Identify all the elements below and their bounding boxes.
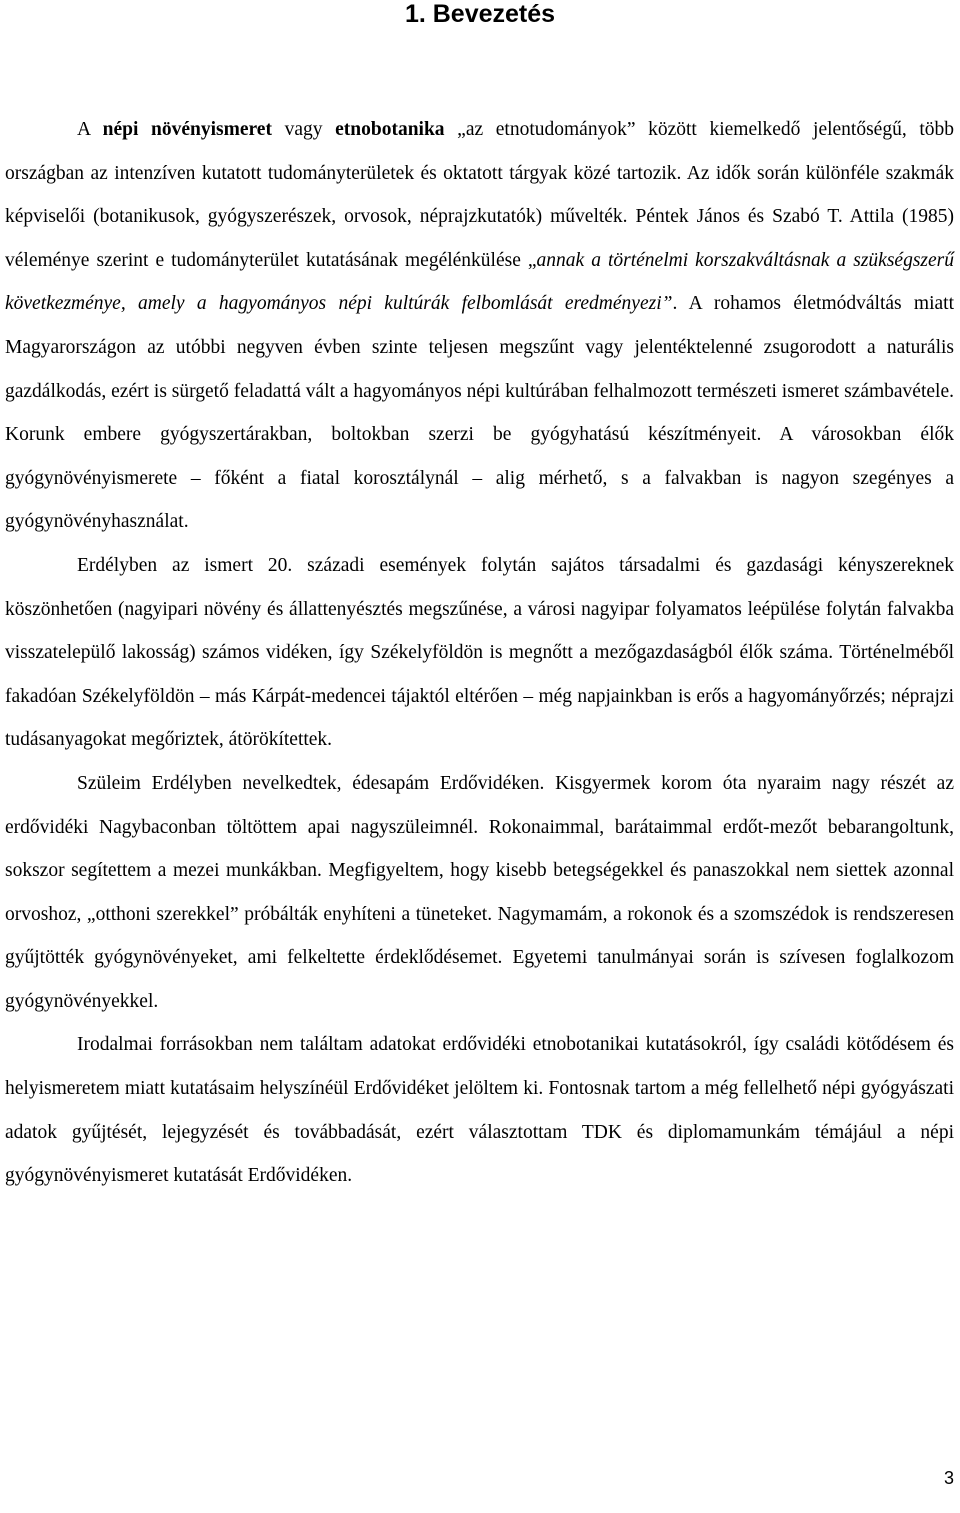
paragraph-1	[5, 108, 954, 544]
paragraph-3: Szüleim Erdélyben nevelkedtek, édesapám Erdővidéken. Kisgyermek korom óta nyaraim nagy részét az erdővidéki Nagybaconban töltöttem apai nagyszüleimnél. Rokonaimmal, barátaimmal erdőt-mezőt bebarangoltunk, sokszor segítettem a mezei munkákban. Megfigyeltem, hogy kisebb betegségekkel és panaszokkal nem siettek azonnal orvoshoz, „otthoni szerekkel” próbálták enyhíteni a tüneteket. Nagymamám, a rokonok és a szomszédok is rendszeresen gyűjtötték gyógynövényeket, ami felkeltette érdeklődésemet. Egyetemi tanulmányai során is szívesen foglalkozom gyógynövényekkel.	[5, 772, 954, 1012]
paragraph-1-text-b: vagy	[271, 119, 336, 140]
page-number: 3	[943, 1468, 954, 1488]
paragraph-1-text-d: . A rohamos életmódváltás miatt Magyarországon az utóbbi negyven évben szinte teljesen megszűnt vagy jelentéktelenné zsugorodott a naturális gazdálkodás, ezért is sürgető feladattá vált a hagyományos népi kultúrában felhalmozott természeti ismeret számbavétele. Korunk embere gyógyszertárakban, boltokban szerzi be gyógyhatású készítményeit. A városokban élők gyógynövényismerete – főként a fiatal korosztálynál – alig mérhető, s a falvakban is nagyon szegényes a gyógynövényhasználat.	[5, 293, 954, 533]
paragraph-2: Erdélyben az ismert 20. századi események folytán sajátos társadalmi és gazdasági kényszereknek köszönhetően (nagyipari növény és állattenyésztés megszűnése, a városi nagyipar folyamatos leépülése folytán falvakba visszatelepülő lakosság) számos vidéken, így Székelyföldön is megnőtt a mezőgazdaságból élők száma. Történelméből fakadóan Székelyföldön – más Kárpát-medencei tájaktól eltérően – még napjainkban is erős a hagyományőrzés; néprajzi tudásanyagokat megőriztek, átörökítettek.	[5, 554, 954, 751]
page-title: 1. Bevezetés	[404, 0, 556, 28]
paragraph-4: Irodalmai forrásokban nem találtam adatokat erdővidéki etnobotanikai kutatásokról, így családi kötődésem és helyismeretem miatt kutatásaim helyszínéül Erdővidéket jelöltem ki. Fontosnak tartom a még fellelhető népi gyógyászati adatok gyűjtését, lejegyzését és továbbadását, ezért választottam TDK és diplomamunkám témájául a népi gyógynövényismeret kutatását Erdővidéken.	[5, 1034, 954, 1187]
term-etnobotanika: etnobotanika	[335, 119, 445, 140]
term-nepi-novenyismeret: népi növényismeret	[102, 119, 272, 140]
paragraph-1-text-a: A	[77, 119, 103, 140]
quotation-italic: annak a történelmi korszakváltásnak a szükségszerű következménye, amely a hagyományos népi kultúrák felbomlását eredményezi”	[5, 249, 954, 315]
paragraph-1-text-c: „az etnotudományok” között kiemelkedő jelentőségű, több országban az intenzíven kutatott tudományterületek és oktatott tárgyak közé tartozik. Az idők során különféle szakmák képviselői (botanikusok, gyógyszerészek, orvosok, néprajzkutatók) művelték. Péntek János és Szabó T. Attila (1985) véleménye szerint e tudományterület kutatásának megélénkülése „	[5, 119, 954, 271]
body-text	[5, 108, 954, 1198]
